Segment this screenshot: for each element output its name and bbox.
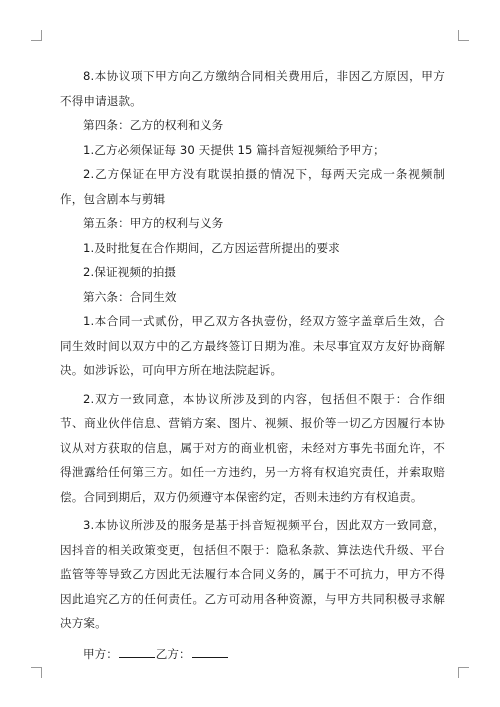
paragraph-video-quota: 1.乙方必须保证每 30 天提供 15 篇抖音短视频给予甲方；	[83, 142, 385, 157]
crop-mark-bottom-right	[458, 667, 469, 678]
paragraph-ensure-shooting: 2.保证视频的拍摄	[83, 265, 177, 279]
document-body	[60, 64, 445, 666]
section-heading-article-6: 第六条：合同生效	[83, 289, 177, 304]
paragraph-timely-approval: 1.及时批复在合作期间，乙方因运营所提出的要求	[83, 240, 340, 255]
paragraph-contract-effective: 1.本合同一式贰份，甲乙双方各执壹份，经双方签字盖章后生效，合同生效时间以双方中的乙方最终签订日期为准。未尽事宜双方友好协商解决。如涉诉讼，可向甲方所在地法院起诉。	[60, 314, 445, 377]
crop-mark-top-right	[458, 30, 469, 41]
paragraph-refund-clause: 8.本协议项下甲方向乙方缴纳合同相关费用后，非因乙方原因，甲方不得申请退款。	[60, 69, 445, 108]
party-b-label: 乙方：	[155, 646, 191, 661]
crop-mark-top-left	[31, 30, 42, 41]
party-a-signature-blank[interactable]	[119, 645, 155, 658]
crop-mark-bottom-left	[31, 667, 42, 678]
signature-line	[60, 642, 445, 667]
section-heading-article-4: 第四条：乙方的权利和义务	[83, 118, 224, 132]
party-a-label: 甲方：	[83, 646, 118, 661]
paragraph-production-schedule: 2.乙方保证在甲方没有耽误拍摄的情况下，每两天完成一条视频制作，包含剧本与剪辑	[60, 167, 445, 206]
paragraph-confidentiality: 2.双方一致同意，本协议所涉及到的内容，包括但不限于：合作细节、商业伙伴信息、营销方案、图片、视频、报价等一切乙方因履行本协议从对方获取的信息，属于对方的商业机密，未经对方事先书面允许，不得泄露给任何第三方。如任一方违约，另一方将有权追究责任，并索取赔偿。合同到期后，双方仍须遵守本保密约定，否则未违约方有权追责。	[60, 391, 445, 504]
party-b-signature-blank[interactable]	[192, 645, 228, 658]
paragraph-force-majeure: 3.本协议所涉及的服务是基于抖音短视频平台，因此双方一致同意，因抖音的相关政策变更，包括但不限于：隐私条款、算法迭代升级、平台监管等等导致乙方因此无法履行本合同义务的，属于不可抗力，甲方不得因此追究乙方的任何责任。乙方可动用各种资源，与甲方共同积极寻求解决方案。	[60, 518, 445, 630]
section-heading-article-5: 第五条：甲方的权利与义务	[83, 216, 224, 230]
